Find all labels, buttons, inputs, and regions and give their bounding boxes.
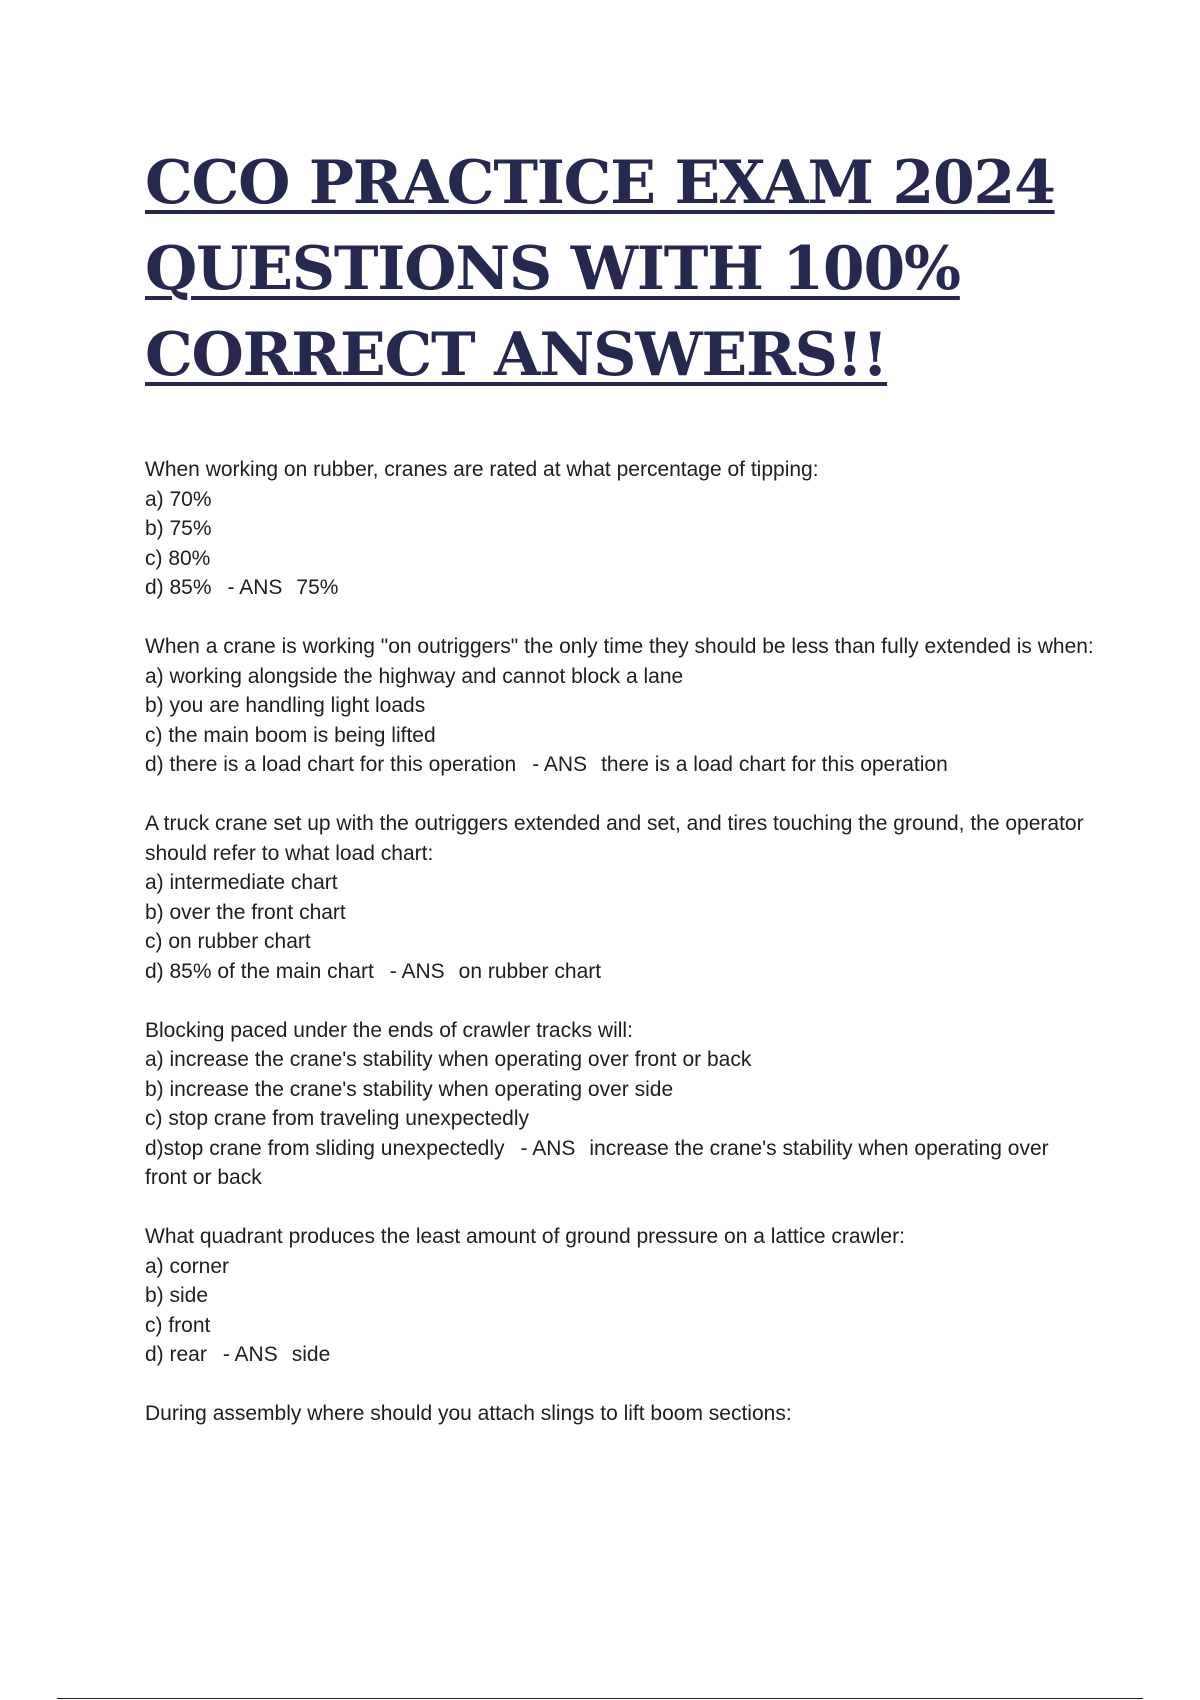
question-text: During assembly where should you attach slings to lift boom sections: — [145, 1402, 792, 1425]
option-d: d) 85% — [145, 576, 212, 599]
option-b: b) over the front chart — [145, 900, 346, 924]
option-d: d) there is a load chart for this operation — [145, 753, 517, 776]
question-5 — [145, 1222, 1095, 1370]
option-b: b) 75% — [145, 517, 212, 540]
option-d: d) 85% of the main chart — [145, 959, 374, 983]
option-a: a) 70% — [145, 487, 212, 511]
option-d-with-answer — [145, 1340, 1095, 1370]
title-line-3: CORRECT ANSWERS!! — [145, 320, 888, 390]
option-d-with-answer — [145, 957, 1095, 987]
answer-marker: - ANS — [222, 1343, 278, 1366]
option-a: a) increase the crane's stability when operating over front or back — [145, 1048, 752, 1071]
question-4 — [145, 1016, 1095, 1193]
option-a: a) intermediate chart — [145, 871, 338, 894]
question-2 — [145, 632, 1095, 780]
option-d-with-answer — [145, 573, 1095, 603]
question-text: When a crane is working "on outriggers" the only time they should be less than fully extended is when: — [145, 635, 1094, 658]
answer-text: on rubber chart — [458, 959, 602, 983]
option-a: a) corner — [145, 1254, 230, 1278]
question-text: What quadrant produces the least amount of ground pressure on a lattice crawler: — [145, 1225, 905, 1248]
question-6 — [145, 1399, 1095, 1429]
page-bottom-rule — [57, 1698, 1143, 1699]
option-d: d) rear — [145, 1343, 207, 1366]
answer-marker: - ANS — [227, 576, 283, 599]
option-c: c) the main boom is being lifted — [145, 723, 436, 747]
answer-text: increase the crane's stability when operating over front or back — [145, 1136, 1049, 1189]
option-b: b) increase the crane's stability when operating over side — [145, 1077, 674, 1101]
answer-text: 75% — [296, 576, 339, 599]
answer-text: side — [291, 1343, 331, 1366]
question-text: When working on rubber, cranes are rated at what percentage of tipping: — [145, 458, 819, 481]
option-c: c) on rubber chart — [145, 930, 311, 953]
title-line-1: CCO PRACTICE EXAM 2024 — [145, 148, 1055, 218]
option-c: c) front — [145, 1313, 211, 1337]
answer-marker: - ANS — [532, 753, 588, 776]
answer-marker: - ANS — [389, 959, 445, 983]
question-3 — [145, 809, 1095, 986]
option-b: b) side — [145, 1284, 209, 1307]
question-1 — [145, 455, 1095, 603]
option-d: d)stop crane from sliding unexpectedly — [145, 1136, 505, 1160]
title-line-2: QUESTIONS WITH 100% — [145, 234, 960, 304]
option-c: c) stop crane from traveling unexpectedly — [145, 1107, 530, 1130]
option-a: a) working alongside the highway and cannot block a lane — [145, 664, 684, 688]
document-title — [145, 140, 1105, 398]
question-text: Blocking paced under the ends of crawler tracks will: — [145, 1018, 633, 1042]
questions-list — [145, 455, 1095, 1458]
answer-marker: - ANS — [520, 1136, 576, 1160]
question-text: A truck crane set up with the outriggers extended and set, and tires touching the ground, the operator should refer to what load chart: — [145, 812, 1084, 865]
answer-text: there is a load chart for this operation — [601, 753, 948, 776]
option-c: c) 80% — [145, 546, 211, 570]
option-d-with-answer — [145, 1134, 1095, 1193]
option-d-with-answer — [145, 750, 1095, 780]
option-b: b) you are handling light loads — [145, 694, 426, 717]
